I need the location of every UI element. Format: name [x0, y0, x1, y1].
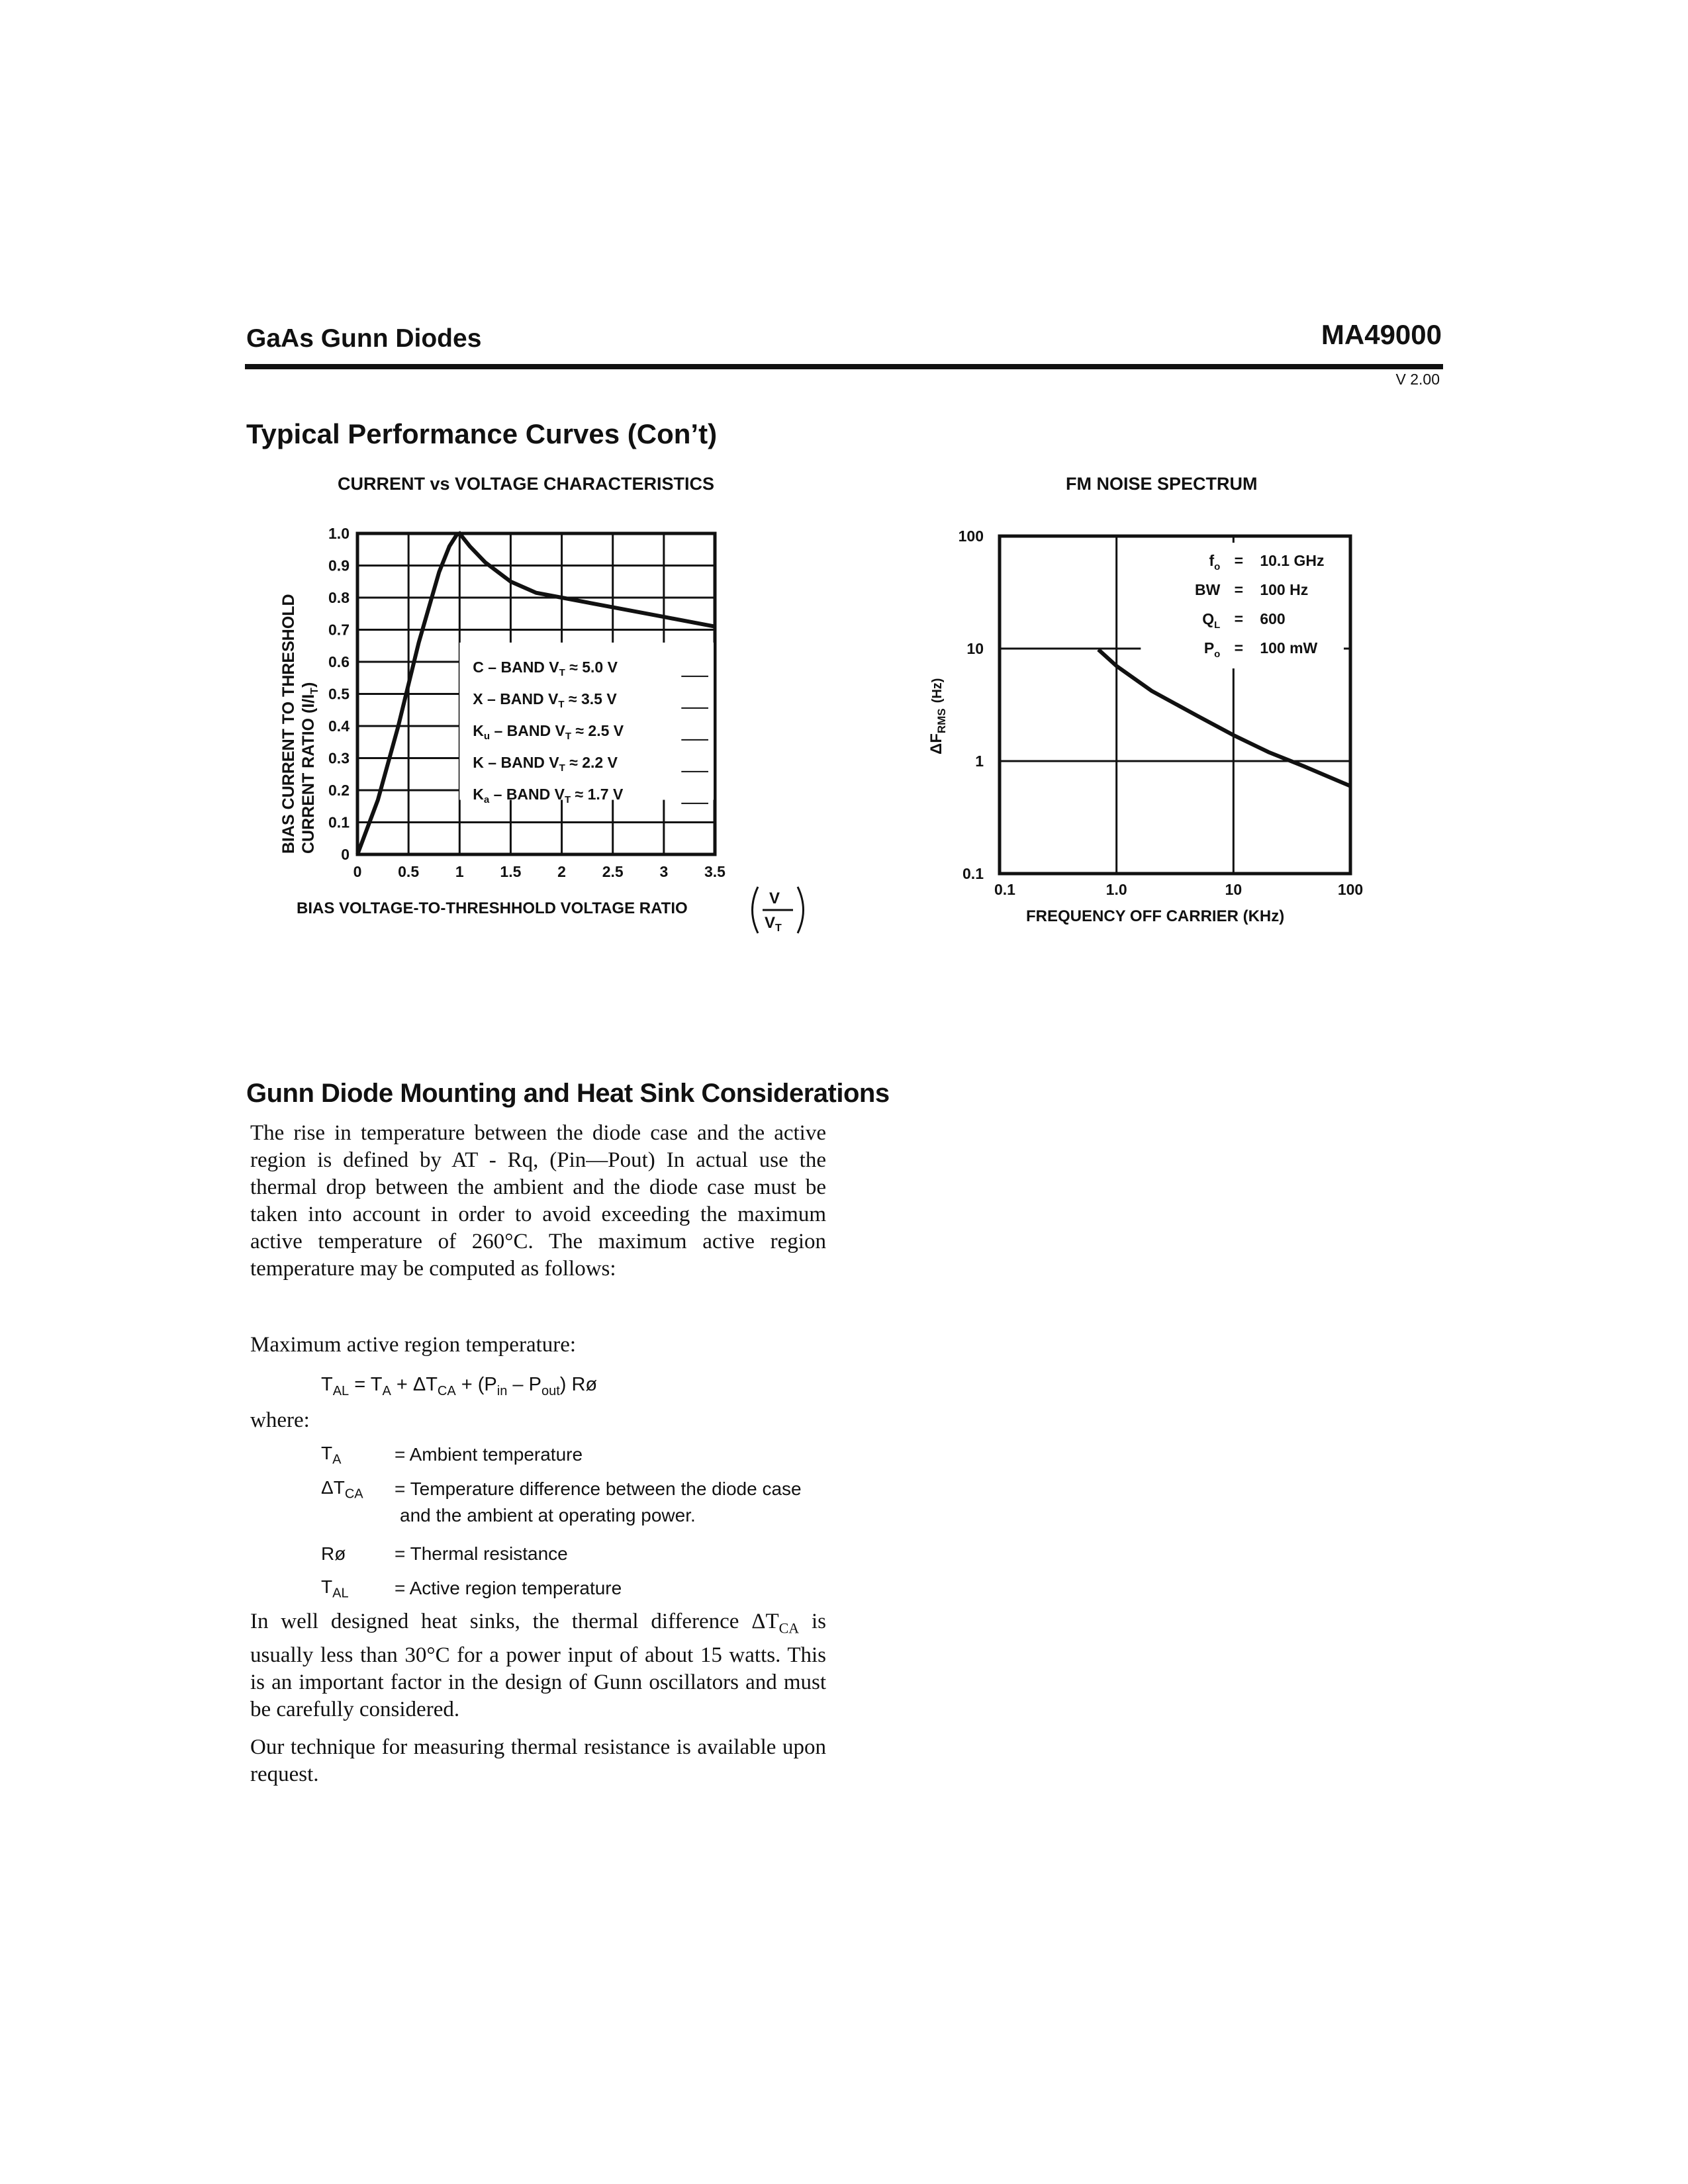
fm-chart-title: FM NOISE SPECTRUM	[1066, 474, 1258, 494]
fm-annotation-value: 100 Hz	[1260, 581, 1309, 598]
document-title: GaAs Gunn Diodes	[246, 324, 482, 353]
iv-x-ticks	[353, 863, 726, 880]
fm-x-ticks	[994, 881, 1363, 898]
fm-annotation-label: BW	[1195, 581, 1221, 598]
iv-y-tick-label: 0.3	[328, 749, 350, 767]
fm-y-label-text: $\Delta F_{RMS}^{(Hz)}$	[927, 678, 948, 754]
temperature-formula: $T_{AL} = T_A + \Delta T_{CA} + (P_{in} - P_{out})$ Rø	[321, 1374, 598, 1398]
fm-annotation-eq: =	[1234, 552, 1244, 569]
paragraph-temperature-rise: The rise in temperature between the diode case and the active region is defined by AT - Rq, (Pin—Pout) In actual use the thermal drop between the ambient and the diode case must be taken into account in order to avoid exceeding the maximum active temperature of 260°C. The maximum active region temperature may be computed as follows:	[250, 1121, 826, 1281]
fm-y-tick-label: 100	[958, 527, 984, 545]
fm-annotation-label: $f_o$	[1209, 552, 1221, 572]
definition-r-text: = Thermal resistance	[395, 1543, 568, 1564]
iv-x-label-fraction	[753, 887, 804, 934]
iv-fraction-numerator: V	[769, 889, 780, 907]
fm-annotation-value: 600	[1260, 610, 1286, 627]
paragraph-measurement-technique: Our technique for measuring thermal resistance is available upon request.	[250, 1735, 826, 1786]
iv-legend-entry: X – BAND $V_T \approx 3.5$ V	[473, 690, 617, 710]
definition-ta-text: = Ambient temperature	[395, 1444, 583, 1465]
fm-y-label	[927, 678, 948, 754]
fm-annotation-value: 100 mW	[1260, 639, 1318, 657]
iv-y-label	[279, 594, 320, 854]
iv-y-tick-label: 0.9	[328, 557, 350, 574]
iv-legend-entry: $K_a$ – BAND $V_T \approx 1.7$ V	[473, 785, 624, 805]
fm-x-tick-label: 0.1	[994, 881, 1015, 898]
iv-x-tick-label: 1	[455, 863, 464, 880]
iv-x-label: BIAS VOLTAGE-TO-THRESHHOLD VOLTAGE RATIO	[297, 899, 688, 917]
definition-ta-symbol: $T_A$	[321, 1443, 342, 1467]
section-title: Typical Performance Curves (Con’t)	[246, 418, 718, 449]
fm-annotation-label: $Q_L$	[1202, 610, 1221, 631]
fm-y-tick-label: 1	[975, 752, 984, 770]
iv-x-tick-label: 3.5	[704, 863, 726, 880]
definition-dtca-symbol: $\Delta T_{CA}$	[321, 1477, 363, 1502]
iv-y-tick-label: 0.6	[328, 653, 350, 670]
definition-r-symbol: Rø	[321, 1543, 346, 1564]
iv-x-tick-label: 1.5	[500, 863, 522, 880]
fm-x-tick-label: 10	[1225, 881, 1243, 898]
iv-y-ticks	[328, 525, 350, 863]
definition-dtca-text-cont: and the ambient at operating power.	[400, 1505, 696, 1525]
definition-tal-symbol: $T_{AL}$	[321, 1576, 349, 1601]
header-rule	[245, 364, 1443, 369]
paragraph-heat-sinks: In well designed heat sinks, the thermal difference $\Delta T_{CA}$ is usually less than 30°C for a power input of about 15 watts. This is an important factor in the design of Gunn oscillators and must be carefully considered.	[250, 1610, 826, 1721]
iv-x-tick-label: 2.5	[602, 863, 624, 880]
iv-y-tick-label: 0.2	[328, 782, 350, 799]
iv-legend-entry: $K_u$ – BAND $V_T \approx 2.5$ V	[473, 721, 624, 742]
part-number: MA49000	[1321, 319, 1442, 350]
iv-y-tick-label: 1.0	[328, 525, 350, 542]
iv-y-tick-label: 0.1	[328, 813, 350, 831]
iv-fraction-denominator: $V_T$	[765, 914, 782, 934]
definition-tal-text: = Active region temperature	[395, 1578, 622, 1598]
fm-annotations	[1141, 543, 1344, 668]
iv-x-tick-label: 0.5	[398, 863, 420, 880]
iv-y-tick-label: 0.5	[328, 685, 350, 703]
iv-y-tick-label: 0.8	[328, 589, 350, 606]
fm-annotation-eq: =	[1234, 581, 1244, 598]
fm-x-tick-label: 100	[1337, 881, 1364, 898]
iv-y-tick-label: 0.7	[328, 621, 350, 639]
iv-legend-entry: C – BAND $V_T \approx 5.0$ V	[473, 658, 618, 678]
where-label: where:	[250, 1408, 310, 1432]
iv-chart-title: CURRENT vs VOLTAGE CHARACTERISTICS	[338, 474, 715, 494]
iv-x-tick-label: 3	[659, 863, 669, 880]
iv-chart	[265, 516, 834, 953]
fm-annotation-value: 10.1 GHz	[1260, 552, 1325, 569]
fm-chart	[907, 516, 1383, 940]
fm-annotation-eq: =	[1234, 639, 1244, 657]
iv-x-tick-label: 0	[353, 863, 362, 880]
fm-annotation-label: $P_o$	[1203, 639, 1221, 660]
iv-y-label-line2: CURRENT RATIO $(I/I_T)$	[299, 682, 320, 854]
fm-y-tick-label: 0.1	[962, 865, 984, 882]
fm-curve	[1098, 650, 1350, 786]
fm-x-tick-label: 1.0	[1105, 881, 1127, 898]
fm-y-tick-label: 10	[966, 640, 984, 657]
fm-y-ticks	[959, 527, 984, 882]
iv-legend-entry: K – BAND $V_T \approx 2.2$ V	[473, 753, 618, 774]
fm-x-label: FREQUENCY OFF CARRIER (KHz)	[1026, 907, 1285, 925]
paragraph-max-temp-label: Maximum active region temperature:	[250, 1333, 577, 1357]
version-label: V 2.00	[1395, 371, 1440, 388]
iv-y-label-line1: BIAS CURRENT TO THRESHOLD	[279, 594, 298, 854]
iv-x-tick-label: 2	[557, 863, 566, 880]
iv-y-tick-label: 0.4	[328, 717, 350, 735]
fm-annotation-eq: =	[1234, 610, 1244, 627]
iv-y-tick-label: 0	[341, 846, 350, 863]
body-heading: Gunn Diode Mounting and Heat Sink Considerations	[246, 1079, 890, 1108]
definition-dtca-text: = Temperature difference between the diode case	[395, 1479, 802, 1499]
